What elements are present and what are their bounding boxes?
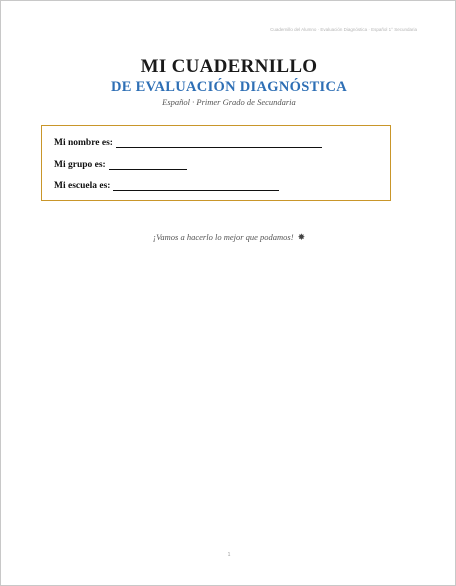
student-info-box: [41, 125, 391, 201]
name-field[interactable]: [116, 139, 322, 148]
group-field[interactable]: [109, 161, 187, 170]
motivation-line: [1, 232, 456, 243]
course-line: Español · Primer Grado de Secundaria: [162, 97, 296, 107]
name-row: [54, 138, 322, 148]
page-title: MI CUADERNILLO: [140, 56, 318, 77]
running-header: Cuadernillo del Alumno · Evaluación Diagnóstica · Español 1° Secundaria: [270, 27, 417, 32]
school-field[interactable]: [113, 182, 279, 191]
name-label: Mi nombre es:: [54, 138, 113, 148]
page-number: 1: [227, 552, 231, 558]
sparkle-icon: ✸: [297, 232, 306, 242]
group-label: Mi grupo es:: [54, 160, 106, 170]
group-row: [54, 160, 187, 170]
page-subtitle: DE EVALUACIÓN DIAGNÓSTICA: [110, 79, 348, 95]
school-row: [54, 181, 279, 191]
school-label: Mi escuela es:: [54, 181, 111, 191]
title-block: [1, 56, 456, 107]
motivation-text: ¡Vamos a hacerlo lo mejor que podamos!: [152, 232, 294, 242]
